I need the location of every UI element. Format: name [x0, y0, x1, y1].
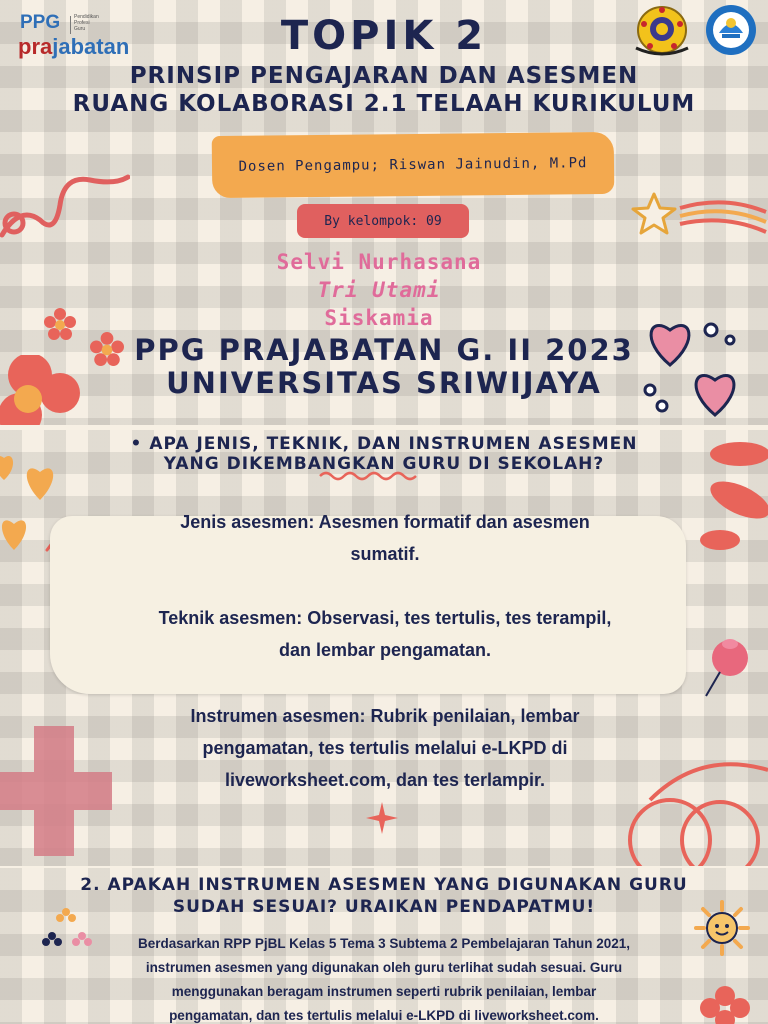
plus-decoration — [0, 726, 112, 856]
flower-icon — [690, 986, 760, 1024]
flower-icon — [0, 355, 80, 425]
question-2-line-2: SUDAH SESUAI? URAIKAN PENDAPATMU! — [172, 897, 596, 917]
group-text: By kelompok: 09 — [324, 213, 442, 229]
question-2-answer: Berdasarkan RPP PjBL Kelas 5 Tema 3 Subtema 2 Pembelajaran Tahun 2021, instrumen asesmen yang digunakan oleh guru terlihat sudah sesuai. Guru menggunakan beragam instrumen seperti rubrik penilaian, lembar pengamatan, dan tes tertulis melalui e-LKPD di liveworksheet.com. — [138, 936, 630, 1023]
star-icon — [630, 190, 768, 250]
flower-icon — [40, 906, 96, 954]
subtitle-line-2: RUANG KOLABORASI 2.1 TELAAH KURIKULUM — [72, 91, 696, 117]
subtitle-line-1: PRINSIP PENGAJARAN DAN ASESMEN — [129, 63, 639, 89]
question-2-slide — [0, 868, 768, 1024]
title-slide — [0, 0, 768, 425]
lecturer-text: Dosen Pengampu; Riswan Jainudin, M.Pd — [238, 155, 588, 175]
member-name: Tri Utami — [317, 278, 441, 302]
program-title: PPG PRAJABATAN G. II 2023 — [134, 333, 634, 367]
question-1-slide — [0, 430, 768, 866]
group-badge — [297, 204, 469, 238]
wavy-underline — [318, 470, 418, 482]
logo-prajabatan-text: prajabatan — [18, 34, 130, 59]
instrumen-asesmen: Instrumen asesmen: Rubrik penilaian, lembar pengamatan, tes tertulis melalui e-LKPD di liveworksheet.com, dan tes terlampir. — [190, 706, 580, 790]
lecturer-badge — [212, 132, 615, 198]
question-2-line-1: 2. APAKAH INSTRUMEN ASESMEN YANG DIGUNAKAN GURU — [80, 875, 688, 895]
flower-icon — [90, 332, 124, 366]
pushpin-icon — [698, 636, 758, 700]
flower-icon — [44, 308, 76, 340]
loop-decoration — [610, 730, 768, 866]
jenis-asesmen: Jenis asesmen: Asesmen formatif dan asesmen sumatif. — [180, 512, 590, 564]
sparkle-icon — [366, 802, 398, 834]
question-1-heading — [0, 434, 768, 474]
member-name: Selvi Nurhasana — [276, 250, 482, 274]
logo-tagline: Pendidikan Profesi Guru — [74, 14, 99, 32]
member-name: Siskamia — [324, 306, 434, 330]
question-1-line-2: YANG DIKEMBANGKAN GURU DI SEKOLAH? — [163, 454, 605, 474]
heart-icon — [640, 310, 768, 425]
logo-ppg-text: PPG — [20, 12, 61, 33]
topic-title: TOPIK 2 — [280, 13, 488, 59]
bullet: • — [130, 434, 143, 454]
sun-icon — [694, 900, 750, 956]
question-2-heading — [0, 874, 768, 918]
university-title: UNIVERSITAS SRIWIJAYA — [166, 366, 602, 400]
squiggle-decoration — [0, 165, 130, 245]
teknik-asesmen: Teknik asesmen: Observasi, tes tertulis, tes terampil, dan lembar pengamatan. — [158, 608, 612, 660]
question-1-line-1: APA JENIS, TEKNIK, DAN INSTRUMEN ASESMEN — [149, 434, 638, 454]
